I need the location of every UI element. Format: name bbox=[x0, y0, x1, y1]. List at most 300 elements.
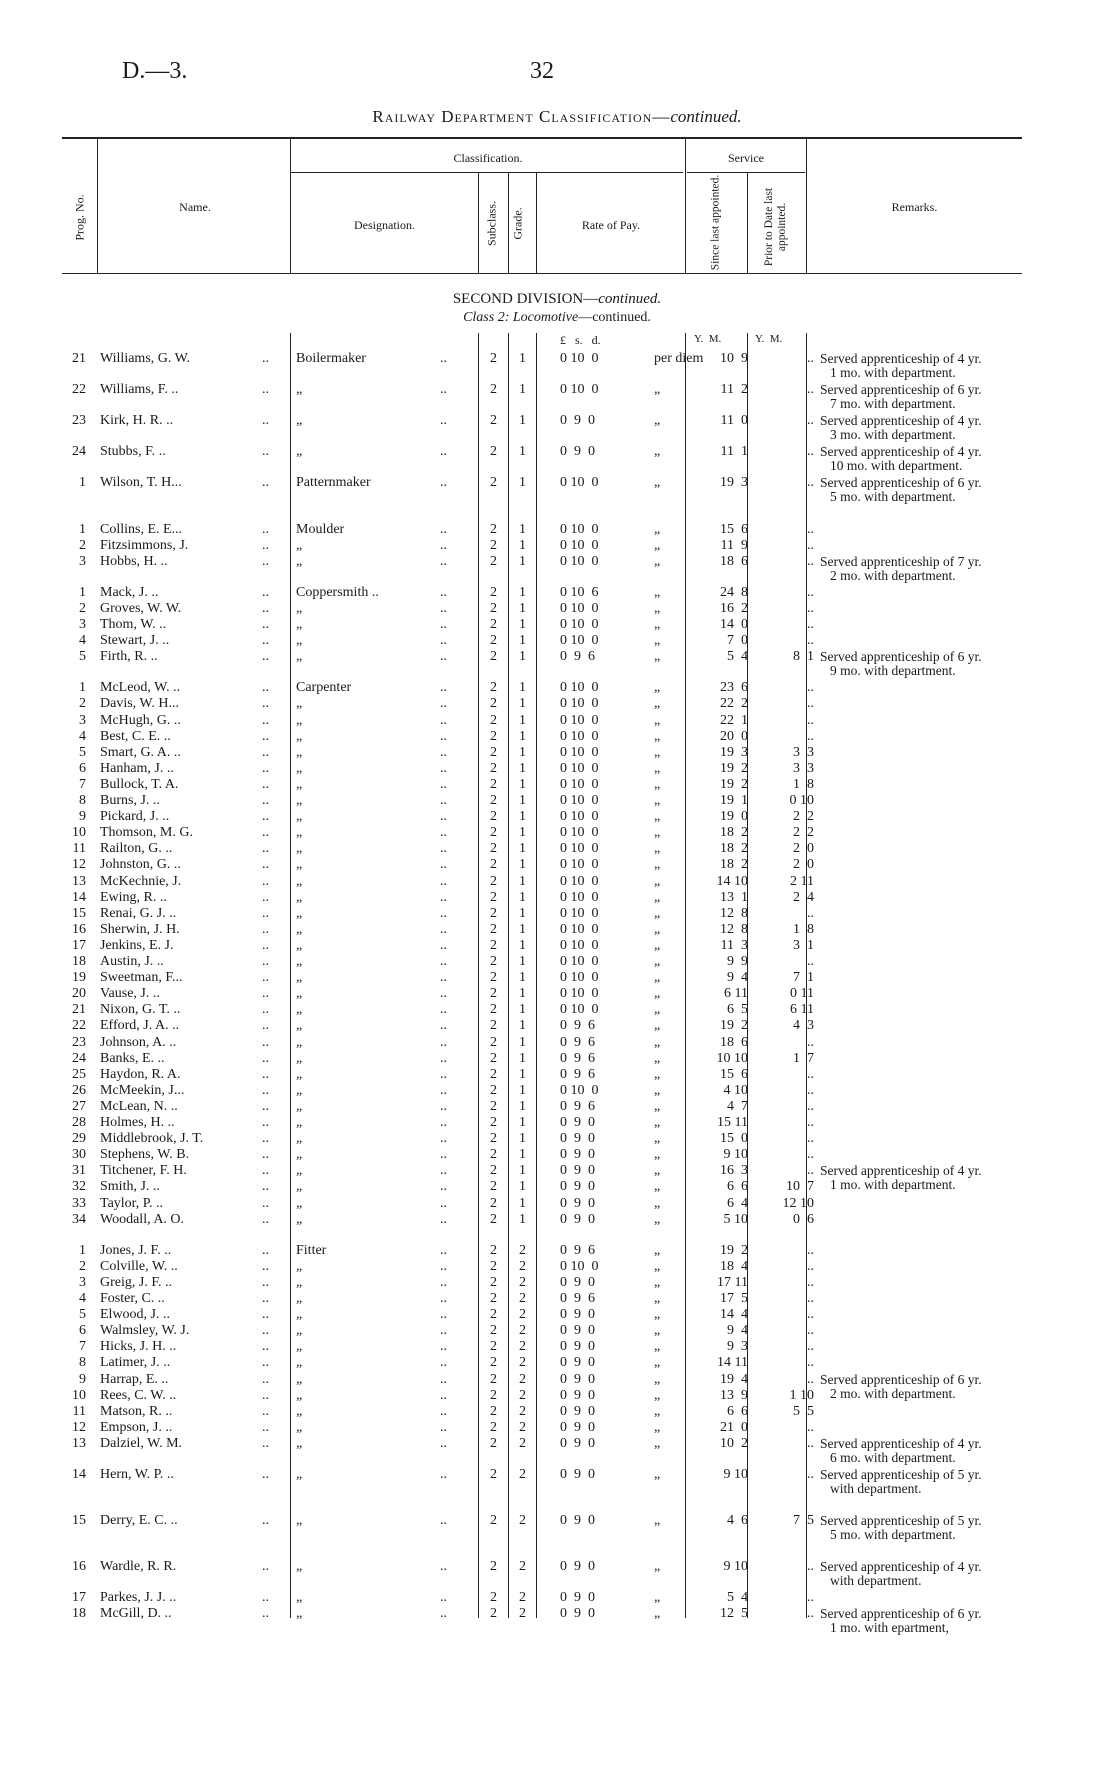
table-row bbox=[0, 1018, 1114, 1034]
rate-of-pay-cell: 0 10 0 bbox=[560, 617, 599, 632]
col-designation: Designation. bbox=[354, 218, 415, 232]
rate-of-pay-cell: 0 10 0 bbox=[560, 712, 599, 728]
prior-service-cell: .. bbox=[807, 1339, 814, 1355]
subclass-cell: 2 bbox=[490, 1590, 497, 1606]
designation-cell: „ bbox=[296, 728, 303, 744]
subclass-cell: 2 bbox=[490, 1513, 497, 1529]
leader-dots: .. bbox=[440, 1291, 447, 1306]
name-cell: McMeekin, J... bbox=[100, 1082, 185, 1098]
designation-cell: „ bbox=[296, 382, 303, 398]
subclass-cell: 2 bbox=[490, 1066, 497, 1082]
prog-no-cell: 2 bbox=[79, 1258, 86, 1274]
designation-cell: „ bbox=[296, 1513, 303, 1529]
leader-dots: .. bbox=[440, 809, 447, 825]
prior-service-cell: 12 10 bbox=[782, 1195, 814, 1211]
title-suffix: continued. bbox=[670, 107, 742, 126]
remarks-continuation: with department. bbox=[830, 1481, 922, 1496]
prior-service-cell: .. bbox=[807, 475, 814, 491]
prog-no-cell: 4 bbox=[79, 1291, 86, 1306]
since-last-cell: 5 10 bbox=[723, 1211, 748, 1227]
leader-dots: .. bbox=[262, 937, 269, 953]
table-row bbox=[0, 1291, 1114, 1307]
leader-dots: .. bbox=[262, 1559, 269, 1575]
grade-cell: 1 bbox=[519, 728, 526, 744]
name-cell: Woodall, A. O. bbox=[100, 1211, 185, 1227]
leader-dots: .. bbox=[440, 1082, 447, 1098]
remarks-cell: Served apprenticeship of 6 yr. bbox=[820, 1606, 982, 1622]
leader-dots: .. bbox=[262, 873, 269, 889]
rate-of-pay-cell: 0 9 0 bbox=[560, 1131, 595, 1147]
subclass-cell: 2 bbox=[490, 1018, 497, 1034]
name-cell: Efford, J. A. .. bbox=[100, 1018, 180, 1034]
rate-of-pay-cell: 0 10 0 bbox=[560, 857, 599, 873]
table-row bbox=[0, 1323, 1114, 1339]
prog-no-cell: 21 bbox=[72, 1002, 86, 1018]
pay-period-cell: „ bbox=[654, 1147, 661, 1163]
name-cell: Harrap, E. .. bbox=[100, 1371, 169, 1387]
leader-dots: .. bbox=[440, 1179, 447, 1195]
since-last-cell: 9 9 bbox=[727, 954, 748, 969]
prior-service-cell: .. bbox=[807, 413, 814, 429]
leader-dots: .. bbox=[440, 760, 447, 776]
name-cell: Davis, W. H... bbox=[100, 696, 179, 712]
since-last-cell: 19 3 bbox=[720, 475, 748, 491]
since-last-cell: 10 9 bbox=[720, 351, 748, 366]
name-cell: Collins, E. E... bbox=[100, 521, 183, 537]
since-last-cell: 18 6 bbox=[720, 553, 748, 569]
name-cell: McKechnie, J. bbox=[100, 873, 182, 889]
grade-cell: 1 bbox=[519, 905, 526, 921]
rate-of-pay-cell: 0 9 0 bbox=[560, 1403, 595, 1419]
prior-service-cell: 10 7 bbox=[786, 1179, 814, 1195]
since-last-cell: 11 2 bbox=[720, 382, 748, 398]
leader-dots: .. bbox=[262, 649, 269, 665]
since-last-cell: 22 1 bbox=[720, 712, 748, 728]
table-row bbox=[0, 1590, 1114, 1606]
subclass-cell: 2 bbox=[490, 413, 497, 429]
table-row bbox=[0, 1131, 1114, 1147]
grade-cell: 2 bbox=[519, 1258, 526, 1274]
name-cell: Firth, R. .. bbox=[100, 649, 158, 665]
pay-period-cell: „ bbox=[654, 1467, 661, 1482]
prog-no-cell: 1 bbox=[79, 584, 86, 600]
rate-of-pay-cell: 0 10 6 bbox=[560, 584, 599, 600]
rate-of-pay-cell: 0 10 0 bbox=[560, 889, 599, 905]
since-last-cell: 24 8 bbox=[720, 584, 748, 600]
subclass-cell: 2 bbox=[490, 537, 497, 553]
grade-cell: 1 bbox=[519, 1163, 526, 1179]
grade-cell: 1 bbox=[519, 1002, 526, 1018]
subclass-cell: 2 bbox=[490, 1467, 497, 1482]
leader-dots: .. bbox=[440, 744, 447, 760]
rate-of-pay-cell: 0 9 0 bbox=[560, 1606, 595, 1622]
grade-cell: 1 bbox=[519, 1115, 526, 1130]
prior-service-cell: 4 3 bbox=[793, 1018, 814, 1034]
prior-service-cell: .. bbox=[807, 351, 814, 366]
pay-period-cell: „ bbox=[654, 841, 661, 857]
prior-service-cell: .. bbox=[807, 444, 814, 460]
grade-cell: 1 bbox=[519, 825, 526, 841]
prior-service-cell: .. bbox=[807, 1371, 814, 1387]
grade-cell: 1 bbox=[519, 1179, 526, 1195]
remarks-continuation: 1 mo. with department. bbox=[830, 1177, 956, 1193]
leader-dots: .. bbox=[262, 1355, 269, 1371]
designation-cell: „ bbox=[296, 809, 303, 825]
table-row bbox=[0, 1339, 1114, 1355]
remarks-cell: Served apprenticeship of 4 yr. bbox=[820, 1559, 982, 1575]
pay-period-cell: „ bbox=[654, 1034, 661, 1050]
leader-dots: .. bbox=[262, 444, 269, 460]
grade-cell: 1 bbox=[519, 680, 526, 696]
since-last-cell: 21 0 bbox=[720, 1419, 748, 1435]
designation-cell: „ bbox=[296, 776, 303, 792]
table-row bbox=[0, 825, 1114, 841]
since-last-cell: 6 4 bbox=[727, 1195, 748, 1211]
grade-cell: 1 bbox=[519, 382, 526, 398]
rate-of-pay-cell: 0 10 0 bbox=[560, 600, 599, 616]
subclass-cell: 2 bbox=[490, 1050, 497, 1066]
leader-dots: .. bbox=[440, 696, 447, 712]
table-row bbox=[0, 1196, 1114, 1212]
prior-service-cell: .. bbox=[807, 584, 814, 600]
pay-period-cell: „ bbox=[654, 921, 661, 937]
subclass-cell: 2 bbox=[490, 521, 497, 537]
grade-cell: 2 bbox=[519, 1323, 526, 1339]
designation-cell: „ bbox=[296, 1559, 303, 1575]
leader-dots: .. bbox=[440, 1098, 447, 1114]
table-row bbox=[0, 1115, 1114, 1131]
prior-service-cell: .. bbox=[807, 1034, 814, 1050]
rate-of-pay-cell: 0 10 0 bbox=[560, 351, 599, 366]
prog-no-cell: 5 bbox=[79, 744, 86, 760]
prog-no-cell: 16 bbox=[72, 1559, 86, 1575]
name-cell: McLean, N. .. bbox=[100, 1098, 178, 1114]
grade-cell: 1 bbox=[519, 521, 526, 537]
table-row bbox=[0, 938, 1114, 954]
since-last-cell: 19 0 bbox=[720, 809, 748, 825]
prog-no-cell: 18 bbox=[72, 1606, 86, 1622]
subclass-cell: 2 bbox=[490, 351, 497, 366]
prog-no-cell: 8 bbox=[79, 1355, 86, 1371]
leader-dots: .. bbox=[440, 1002, 447, 1018]
prior-service-cell: 5 5 bbox=[793, 1403, 814, 1419]
table-row bbox=[0, 745, 1114, 761]
table-row bbox=[0, 1355, 1114, 1371]
rate-of-pay-cell: 0 10 0 bbox=[560, 1082, 599, 1098]
prior-service-cell: .. bbox=[807, 553, 814, 569]
name-cell: Hicks, J. H. .. bbox=[100, 1339, 177, 1355]
grade-cell: 1 bbox=[519, 841, 526, 857]
rate-of-pay-cell: 0 10 0 bbox=[560, 382, 599, 398]
leader-dots: .. bbox=[440, 1195, 447, 1211]
pay-period-cell: „ bbox=[654, 680, 661, 696]
subclass-cell: 2 bbox=[490, 1323, 497, 1339]
prior-service-cell: 2 11 bbox=[790, 873, 814, 889]
designation-cell: „ bbox=[296, 1131, 303, 1147]
leader-dots: .. bbox=[262, 1513, 269, 1529]
prog-no-cell: 26 bbox=[72, 1082, 86, 1098]
rate-of-pay-cell: 0 10 0 bbox=[560, 744, 599, 760]
subclass-cell: 2 bbox=[490, 970, 497, 986]
subclass-cell: 2 bbox=[490, 1098, 497, 1114]
pay-period-cell: „ bbox=[654, 617, 661, 632]
since-last-cell: 9 3 bbox=[727, 1339, 748, 1355]
subclass-cell: 2 bbox=[490, 475, 497, 491]
prog-no-cell: 3 bbox=[79, 617, 86, 632]
title-main: Railway Department Classification— bbox=[372, 107, 671, 126]
grade-cell: 2 bbox=[519, 1387, 526, 1403]
since-last-cell: 9 4 bbox=[727, 1323, 748, 1339]
table-row bbox=[0, 1067, 1114, 1083]
prog-no-cell: 34 bbox=[72, 1211, 86, 1227]
leader-dots: .. bbox=[262, 728, 269, 744]
grade-cell: 1 bbox=[519, 793, 526, 808]
leader-dots: .. bbox=[262, 1050, 269, 1066]
pay-period-cell: „ bbox=[654, 584, 661, 600]
leader-dots: .. bbox=[440, 1307, 447, 1323]
subsection-prefix: Class 2: bbox=[463, 310, 513, 325]
designation-cell: „ bbox=[296, 1606, 303, 1622]
pay-period-cell: „ bbox=[654, 1211, 661, 1227]
name-cell: Haydon, R. A. bbox=[100, 1066, 181, 1082]
designation-cell: „ bbox=[296, 1339, 303, 1355]
pay-period-cell: „ bbox=[654, 1131, 661, 1147]
leader-dots: .. bbox=[440, 1066, 447, 1082]
table-row bbox=[0, 761, 1114, 777]
pay-units: £ s. d. bbox=[560, 333, 601, 347]
grade-cell: 1 bbox=[519, 712, 526, 728]
grade-cell: 1 bbox=[519, 937, 526, 953]
subclass-cell: 2 bbox=[490, 1291, 497, 1306]
rate-of-pay-cell: 0 9 6 bbox=[560, 1098, 595, 1114]
since-last-cell: 10 2 bbox=[720, 1435, 748, 1451]
prog-no-cell: 6 bbox=[79, 760, 86, 776]
pay-period-cell: „ bbox=[654, 1242, 661, 1258]
grade-cell: 1 bbox=[519, 1098, 526, 1114]
prior-service-cell: .. bbox=[807, 728, 814, 744]
name-cell: Nixon, G. T. .. bbox=[100, 1002, 181, 1018]
since-last-cell: 18 2 bbox=[720, 841, 748, 857]
designation-cell: „ bbox=[296, 617, 303, 632]
leader-dots: .. bbox=[440, 600, 447, 616]
pay-period-cell: „ bbox=[654, 825, 661, 841]
prog-no-cell: 3 bbox=[79, 1274, 86, 1290]
subclass-cell: 2 bbox=[490, 1195, 497, 1211]
table-row bbox=[0, 729, 1114, 745]
pay-period-cell: „ bbox=[654, 475, 661, 491]
leader-dots: .. bbox=[262, 825, 269, 841]
designation-cell: „ bbox=[296, 600, 303, 616]
designation-cell: „ bbox=[296, 1163, 303, 1179]
name-cell: Foster, C. .. bbox=[100, 1291, 165, 1306]
since-last-cell: 15 6 bbox=[720, 521, 748, 537]
prior-service-cell: 2 2 bbox=[793, 825, 814, 841]
remarks-cell: Served apprenticeship of 6 yr. bbox=[820, 649, 982, 665]
leader-dots: .. bbox=[440, 1355, 447, 1371]
leader-dots: .. bbox=[440, 857, 447, 873]
leader-dots: .. bbox=[440, 1050, 447, 1066]
since-last-cell: 9 10 bbox=[723, 1147, 748, 1163]
leader-dots: .. bbox=[440, 1403, 447, 1419]
designation-cell: „ bbox=[296, 444, 303, 460]
remarks-continuation: 9 mo. with department. bbox=[830, 663, 956, 679]
prog-no-cell: 2 bbox=[79, 537, 86, 553]
remarks-cell: Served apprenticeship of 7 yr. bbox=[820, 553, 982, 569]
rate-of-pay-cell: 0 9 0 bbox=[560, 1323, 595, 1339]
prior-service-cell: 1 7 bbox=[793, 1050, 814, 1066]
table-row bbox=[0, 1404, 1114, 1420]
pay-period-cell: „ bbox=[654, 444, 661, 460]
pay-period-cell: „ bbox=[654, 521, 661, 537]
since-last-cell: 6 11 bbox=[724, 986, 748, 1002]
grade-cell: 2 bbox=[519, 1274, 526, 1290]
subclass-cell: 2 bbox=[490, 649, 497, 665]
rate-of-pay-cell: 0 10 0 bbox=[560, 475, 599, 491]
leader-dots: .. bbox=[262, 1179, 269, 1195]
leader-dots: .. bbox=[262, 1307, 269, 1323]
leader-dots: .. bbox=[440, 1513, 447, 1529]
grade-cell: 2 bbox=[519, 1559, 526, 1575]
name-cell: McLeod, W. .. bbox=[100, 680, 181, 696]
leader-dots: .. bbox=[262, 1034, 269, 1050]
prog-no-cell: 24 bbox=[72, 1050, 86, 1066]
since-last-cell: 19 2 bbox=[720, 760, 748, 776]
rate-of-pay-cell: 0 9 0 bbox=[560, 1419, 595, 1435]
subclass-cell: 2 bbox=[490, 712, 497, 728]
rate-of-pay-cell: 0 10 0 bbox=[560, 1002, 599, 1018]
prior-service-cell: 1 10 bbox=[789, 1387, 814, 1403]
pay-period-cell: „ bbox=[654, 712, 661, 728]
remarks-continuation: 5 mo. with department. bbox=[830, 489, 956, 505]
pay-period-cell: „ bbox=[654, 793, 661, 808]
pay-period-cell: „ bbox=[654, 905, 661, 921]
prior-service-cell: .. bbox=[807, 954, 814, 969]
designation-cell: „ bbox=[296, 1323, 303, 1339]
prog-no-cell: 12 bbox=[72, 857, 86, 873]
rate-of-pay-cell: 0 10 0 bbox=[560, 905, 599, 921]
rate-of-pay-cell: 0 9 0 bbox=[560, 1179, 595, 1195]
since-last-cell: 17 5 bbox=[720, 1291, 748, 1306]
leader-dots: .. bbox=[440, 905, 447, 921]
name-cell: McGill, D. .. bbox=[100, 1606, 172, 1622]
rate-of-pay-cell: 0 10 0 bbox=[560, 553, 599, 569]
designation-cell: „ bbox=[296, 986, 303, 1002]
designation-cell: „ bbox=[296, 1098, 303, 1114]
since-last-cell: 9 4 bbox=[727, 970, 748, 986]
leader-dots: .. bbox=[440, 413, 447, 429]
leader-dots: .. bbox=[262, 1323, 269, 1339]
designation-cell: „ bbox=[296, 712, 303, 728]
prior-service-cell: .. bbox=[807, 1435, 814, 1451]
subclass-cell: 2 bbox=[490, 873, 497, 889]
pay-period-cell: „ bbox=[654, 1387, 661, 1403]
prog-no-cell: 8 bbox=[79, 793, 86, 808]
grade-cell: 1 bbox=[519, 744, 526, 760]
pay-period-cell: „ bbox=[654, 1355, 661, 1371]
leader-dots: .. bbox=[262, 1211, 269, 1227]
leader-dots: .. bbox=[440, 937, 447, 953]
col-service: Service bbox=[728, 151, 764, 165]
prog-no-cell: 19 bbox=[72, 970, 86, 986]
leader-dots: .. bbox=[440, 970, 447, 986]
subclass-cell: 2 bbox=[490, 776, 497, 792]
leader-dots: .. bbox=[440, 1467, 447, 1482]
subclass-cell: 2 bbox=[490, 954, 497, 969]
table-row bbox=[0, 617, 1114, 633]
name-cell: Smart, G. A. .. bbox=[100, 744, 181, 760]
rate-of-pay-cell: 0 9 0 bbox=[560, 1147, 595, 1163]
since-last-cell: 11 9 bbox=[720, 537, 748, 553]
prog-no-cell: 11 bbox=[72, 1403, 86, 1419]
prior-service-cell: .. bbox=[807, 1066, 814, 1082]
leader-dots: .. bbox=[262, 553, 269, 569]
prog-no-cell: 1 bbox=[79, 1242, 86, 1258]
designation-cell: „ bbox=[296, 921, 303, 937]
since-last-cell: 16 2 bbox=[720, 600, 748, 616]
prior-service-cell: 7 5 bbox=[793, 1513, 814, 1529]
since-last-cell: 15 0 bbox=[720, 1131, 748, 1147]
designation-cell: „ bbox=[296, 1115, 303, 1130]
subclass-cell: 2 bbox=[490, 1419, 497, 1435]
leader-dots: .. bbox=[440, 954, 447, 969]
remarks-continuation: 5 mo. with department. bbox=[830, 1527, 956, 1543]
designation-cell: „ bbox=[296, 1590, 303, 1606]
name-cell: Stephens, W. B. bbox=[100, 1147, 190, 1163]
since-last-cell: 19 2 bbox=[720, 1242, 748, 1258]
grade-cell: 1 bbox=[519, 1082, 526, 1098]
leader-dots: .. bbox=[262, 793, 269, 808]
table-row bbox=[0, 841, 1114, 857]
remarks-cell: Served apprenticeship of 5 yr. bbox=[820, 1467, 982, 1482]
subclass-cell: 2 bbox=[490, 553, 497, 569]
grade-cell: 2 bbox=[519, 1371, 526, 1387]
name-cell: Burns, J. .. bbox=[100, 793, 160, 808]
leader-dots: .. bbox=[262, 1339, 269, 1355]
prior-service-cell: .. bbox=[807, 521, 814, 537]
name-cell: Hern, W. P. .. bbox=[100, 1467, 174, 1482]
leader-dots: .. bbox=[440, 1339, 447, 1355]
section-main: SECOND DIVISION— bbox=[452, 291, 599, 307]
table-row bbox=[0, 1307, 1114, 1323]
prior-service-cell: .. bbox=[807, 617, 814, 632]
leader-dots: .. bbox=[440, 873, 447, 889]
designation-cell: „ bbox=[296, 1082, 303, 1098]
prog-no-cell: 4 bbox=[79, 633, 86, 649]
grade-cell: 2 bbox=[519, 1419, 526, 1435]
designation-cell: „ bbox=[296, 1274, 303, 1290]
designation-cell: „ bbox=[296, 1387, 303, 1403]
prog-no-cell: 14 bbox=[72, 1467, 86, 1482]
leader-dots: .. bbox=[440, 1323, 447, 1339]
grade-cell: 1 bbox=[519, 617, 526, 632]
name-cell: Holmes, H. .. bbox=[100, 1115, 175, 1130]
table-row bbox=[0, 585, 1114, 601]
grade-cell: 1 bbox=[519, 633, 526, 649]
prog-no-cell: 16 bbox=[72, 921, 86, 937]
rate-of-pay-cell: 0 9 6 bbox=[560, 1242, 595, 1258]
pay-period-cell: „ bbox=[654, 1082, 661, 1098]
designation-cell: Moulder bbox=[296, 521, 345, 537]
subclass-cell: 2 bbox=[490, 1355, 497, 1371]
since-last-cell: 18 4 bbox=[720, 1258, 748, 1274]
name-cell: Elwood, J. .. bbox=[100, 1307, 170, 1323]
remarks-cell: Served apprenticeship of 4 yr. bbox=[820, 413, 982, 429]
name-cell: Mack, J. .. bbox=[100, 584, 159, 600]
since-last-cell: 6 5 bbox=[727, 1002, 748, 1018]
prior-service-cell: .. bbox=[807, 1147, 814, 1163]
designation-cell: „ bbox=[296, 696, 303, 712]
prior-service-cell: .. bbox=[807, 382, 814, 398]
